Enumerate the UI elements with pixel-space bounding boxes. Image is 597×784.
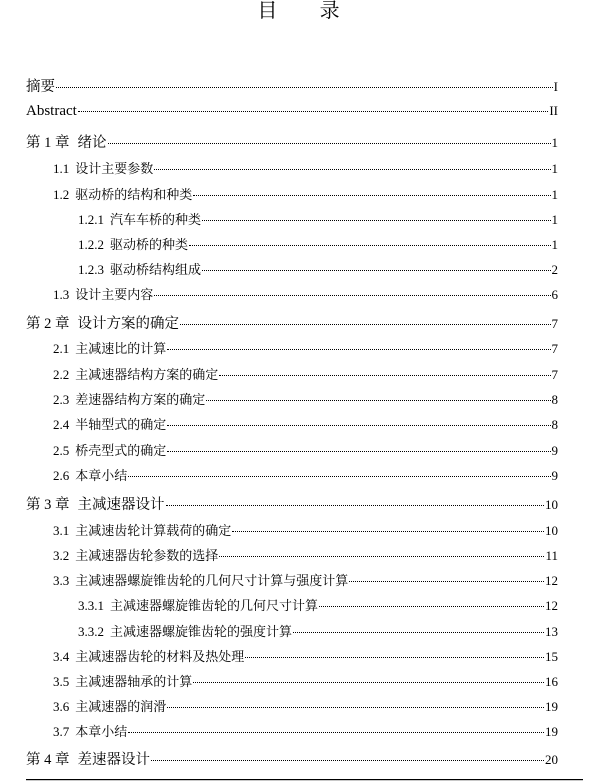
- toc-entry-title: 驱动桥的种类: [110, 238, 189, 253]
- toc-entry-line: [53, 465, 558, 484]
- toc-dot-leader: [180, 324, 551, 325]
- toc-entry-page-number: 2: [551, 262, 558, 277]
- toc-entry-title: 设计主要参数: [75, 162, 154, 177]
- toc-entry[interactable]: [0, 595, 597, 617]
- toc-entry-number: 3.3.2: [78, 624, 104, 639]
- toc-entry-number: 1.3: [53, 287, 70, 302]
- toc-entry-page-number: 1: [551, 135, 558, 150]
- toc-entry-page-number: 9: [551, 468, 558, 483]
- toc-entry-title: 主减速器轴承的计算: [75, 675, 193, 690]
- toc-dot-leader: [245, 657, 544, 658]
- toc-entry[interactable]: [0, 440, 597, 462]
- toc-entry-title: 主减速器螺旋锥齿轮的几何尺寸计算与强度计算: [75, 574, 349, 589]
- toc-dot-leader: [56, 87, 553, 88]
- toc-entry-title: 主减速器螺旋锥齿轮的强度计算: [110, 625, 293, 640]
- toc-entry-number: 3.1: [53, 523, 70, 538]
- toc-entry[interactable]: [0, 646, 597, 668]
- toc-entry-page-number: 1: [551, 187, 558, 202]
- toc-dot-leader: [219, 556, 544, 557]
- toc-entry-page-number: 15: [545, 649, 558, 664]
- toc-entry-title: 差速器设计: [77, 752, 150, 768]
- toc-entry-line: [53, 338, 558, 357]
- toc-entry-line: [53, 646, 558, 665]
- toc-entry-title: 半轴型式的确定: [75, 418, 167, 433]
- toc-entry-line: [53, 184, 558, 203]
- toc-entry-page-number: 10: [545, 523, 558, 538]
- toc-entry-line: [53, 389, 558, 408]
- toc-entry-number: 第 1 章: [26, 135, 70, 151]
- toc-entry-page-number: 11: [545, 548, 558, 563]
- toc-entry-page-number: 1: [551, 161, 558, 176]
- toc-entry-number: 1.2.3: [78, 262, 104, 277]
- toc-entry-line: [53, 520, 558, 539]
- toc-entry-page-number: 8: [551, 417, 558, 432]
- toc-entry-line: [78, 621, 558, 640]
- toc-entry-title: 摘要: [26, 79, 55, 95]
- toc-entry[interactable]: [0, 493, 597, 515]
- toc-dot-leader: [128, 476, 550, 477]
- toc-entry-number: 3.3.1: [78, 598, 104, 613]
- toc-entry-line: [53, 696, 558, 715]
- toc-entry[interactable]: [0, 364, 597, 386]
- toc-entry-line: [53, 284, 558, 303]
- toc-entry-title: 桥壳型式的确定: [75, 444, 167, 459]
- toc-entry-number: 2.3: [53, 392, 70, 407]
- toc-dot-leader: [232, 531, 544, 532]
- toc-entry-page-number: 12: [545, 598, 558, 613]
- toc-entry-page-number: 19: [545, 724, 558, 739]
- toc-entry[interactable]: [0, 158, 597, 180]
- toc-entry-line: [78, 595, 558, 614]
- toc-dot-leader: [349, 581, 544, 582]
- toc-entry-line: [26, 493, 558, 514]
- toc-entry-number: 3.2: [53, 548, 70, 563]
- toc-entry-page-number: 9: [551, 443, 558, 458]
- toc-entry-page-number: 16: [545, 674, 558, 689]
- toc-entry-title: 差速器结构方案的确定: [75, 393, 206, 408]
- toc-dot-leader: [219, 375, 550, 376]
- toc-entry-title: 本章小结: [75, 469, 128, 484]
- toc-entry-line: [26, 75, 558, 96]
- toc-entry-page-number: 7: [551, 316, 558, 331]
- toc-entry-number: 2.5: [53, 443, 70, 458]
- toc-entry[interactable]: [0, 520, 597, 542]
- toc-dot-leader: [193, 682, 544, 683]
- toc-dot-leader: [167, 707, 544, 708]
- toc-entry[interactable]: [0, 209, 597, 231]
- toc-entry-line: [53, 158, 558, 177]
- toc-entry[interactable]: [0, 671, 597, 693]
- toc-entry-number: 第 2 章: [26, 316, 70, 332]
- toc-entry[interactable]: [0, 570, 597, 592]
- toc-entry-title: 主减速器齿轮参数的选择: [75, 549, 219, 564]
- toc-entry[interactable]: [0, 259, 597, 281]
- toc-entry-number: 1.1: [53, 161, 70, 176]
- toc-entry-number: 1.2: [53, 187, 70, 202]
- toc-entry-number: 2.1: [53, 341, 70, 356]
- toc-entry-line: [53, 671, 558, 690]
- toc-entry-number: 2.2: [53, 367, 70, 382]
- toc-entry-number: 3.3: [53, 573, 70, 588]
- toc-dot-leader: [154, 169, 550, 170]
- toc-entry-page-number: 8: [551, 392, 558, 407]
- toc-entry-title: 主减速器的润滑: [75, 700, 167, 715]
- toc-entry-page-number: 1: [551, 212, 558, 227]
- toc-dot-leader: [202, 270, 550, 271]
- toc-entry-title: 主减速比的计算: [75, 342, 167, 357]
- toc-dot-leader: [154, 295, 550, 296]
- toc-entry-page-number: II: [549, 103, 558, 118]
- toc-entry-page-number: I: [553, 79, 558, 94]
- toc-entry-title: 驱动桥的结构和种类: [75, 188, 193, 203]
- toc-entry[interactable]: [0, 284, 597, 306]
- toc-entry-number: 2.6: [53, 468, 70, 483]
- toc-entry-page-number: 12: [545, 573, 558, 588]
- toc-entry-line: [26, 103, 558, 120]
- toc-entry-page-number: 19: [545, 699, 558, 714]
- toc-dot-leader: [167, 451, 550, 452]
- toc-entry[interactable]: [0, 545, 597, 567]
- toc-entry-page-number: 7: [551, 341, 558, 356]
- toc-entry-page-number: 13: [545, 624, 558, 639]
- toc-entry-line: [26, 312, 558, 333]
- toc-dot-leader: [128, 732, 544, 733]
- toc-entry-title: 主减速器结构方案的确定: [75, 368, 219, 383]
- toc-entry-title: Abstract: [26, 103, 77, 119]
- toc-entry-line: [53, 364, 558, 383]
- toc-entry-title: 驱动桥结构组成: [110, 263, 202, 278]
- toc-entry[interactable]: [0, 338, 597, 360]
- toc-entry-line: [78, 259, 558, 278]
- toc-entry-line: [26, 131, 558, 152]
- toc-entry-title: 绪论: [77, 135, 107, 151]
- toc-entry-number: 第 3 章: [26, 497, 70, 513]
- toc-entry-line: [53, 414, 558, 433]
- page-bottom-shadow: [26, 780, 583, 784]
- toc-entry-number: 1.2.1: [78, 212, 104, 227]
- toc-entry-number: 2.4: [53, 417, 70, 432]
- toc-entry-line: [53, 440, 558, 459]
- toc-entry-page-number: 1: [551, 237, 558, 252]
- toc-dot-leader: [202, 220, 550, 221]
- toc-entry[interactable]: [0, 721, 597, 743]
- toc-entry-title: 设计方案的确定: [77, 316, 179, 332]
- toc-entry-number: 第 4 章: [26, 752, 70, 768]
- toc-entry-line: [26, 748, 558, 769]
- toc-entry-line: [53, 545, 558, 564]
- toc-entry-number: 3.5: [53, 674, 70, 689]
- toc-dot-leader: [189, 245, 550, 246]
- toc-entry-page-number: 6: [551, 287, 558, 302]
- toc-entry-page-number: 10: [545, 497, 558, 512]
- toc-entry-line: [78, 234, 558, 253]
- toc-entry-line: [53, 570, 558, 589]
- toc-entry[interactable]: [0, 414, 597, 436]
- toc-dot-leader: [166, 505, 545, 506]
- toc-entry[interactable]: [0, 465, 597, 487]
- toc-entry-number: 1.2.2: [78, 237, 104, 252]
- toc-dot-leader: [193, 195, 550, 196]
- toc-dot-leader: [319, 606, 544, 607]
- toc-dot-leader: [78, 111, 549, 112]
- toc-entry[interactable]: [0, 696, 597, 718]
- toc-entry-title: 主减速器螺旋锥齿轮的几何尺寸计算: [110, 599, 319, 614]
- toc-entry[interactable]: [0, 103, 597, 125]
- toc-entry[interactable]: [0, 389, 597, 411]
- toc-entry[interactable]: [0, 184, 597, 206]
- toc-dot-leader: [293, 632, 544, 633]
- toc-entry-number: 3.7: [53, 724, 70, 739]
- toc-dot-leader: [108, 143, 551, 144]
- toc-entry-title: 主减速器齿轮的材料及热处理: [75, 650, 245, 665]
- toc-entry[interactable]: [0, 131, 597, 153]
- toc-entry-number: 3.4: [53, 649, 70, 664]
- toc-dot-leader: [167, 349, 550, 350]
- toc-entry-title: 主减速齿轮计算载荷的确定: [75, 524, 232, 539]
- toc-entry-title: 汽车车桥的种类: [110, 213, 202, 228]
- toc-entry[interactable]: [0, 312, 597, 334]
- toc-entry[interactable]: [0, 75, 597, 97]
- toc-entry-line: [78, 209, 558, 228]
- toc-entry-title: 主减速器设计: [77, 497, 165, 513]
- toc-entry[interactable]: [0, 748, 597, 770]
- page-title: 目 录: [257, 0, 358, 22]
- toc-dot-leader: [151, 760, 544, 761]
- toc-entry[interactable]: [0, 234, 597, 256]
- toc-entry[interactable]: [0, 621, 597, 643]
- toc-entry-title: 本章小结: [75, 725, 128, 740]
- toc-entry-number: 3.6: [53, 699, 70, 714]
- toc-dot-leader: [206, 400, 550, 401]
- toc-entry-page-number: 7: [551, 367, 558, 382]
- toc-dot-leader: [167, 425, 550, 426]
- toc-entry-page-number: 20: [545, 752, 558, 767]
- toc-entry-line: [53, 721, 558, 740]
- toc-entry-title: 设计主要内容: [75, 288, 154, 303]
